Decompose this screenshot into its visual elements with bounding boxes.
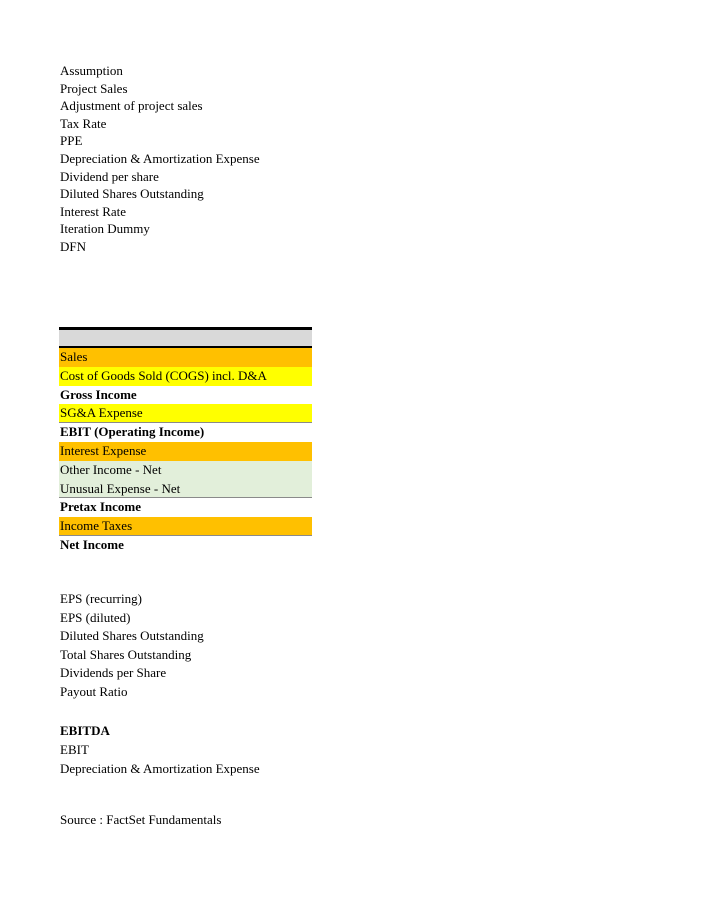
ebitda-item: Depreciation & Amortization Expense (60, 761, 260, 776)
table-header-band (59, 327, 312, 348)
ebitda-item: EBIT (60, 742, 89, 757)
assumption-item: DFN (60, 238, 87, 254)
source-note (60, 811, 221, 829)
row-unusual-expense[interactable]: Unusual Expense - Net (59, 480, 312, 499)
row-pretax-income[interactable]: Pretax Income (60, 499, 141, 515)
assumption-item: Interest Rate (60, 203, 127, 219)
income-statement-table (59, 327, 312, 555)
row-sales[interactable]: Sales (59, 348, 312, 367)
assumption-item: Depreciation & Amortization Expense (60, 150, 260, 166)
per-share-item: Payout Ratio (60, 683, 128, 699)
assumption-header: Assumption (60, 63, 123, 78)
assumption-item: Adjustment of project sales (60, 98, 203, 114)
row-cogs[interactable]: Cost of Goods Sold (COGS) incl. D&A (59, 367, 312, 386)
source-text: Source : FactSet Fundamentals (60, 812, 222, 827)
assumption-item: Dividend per share (60, 168, 159, 184)
per-share-item: Total Shares Outstanding (60, 646, 192, 662)
assumption-item: Diluted Shares Outstanding (60, 186, 204, 202)
assumption-item: PPE (60, 133, 83, 149)
row-gross-income[interactable]: Gross Income (60, 386, 137, 402)
per-share-item: EPS (diluted) (60, 609, 131, 625)
ebitda-title: EBITDA (60, 723, 110, 738)
per-share-item: Diluted Shares Outstanding (60, 628, 204, 644)
assumption-item: Iteration Dummy (60, 221, 150, 237)
ebitda-section (60, 721, 260, 778)
row-sga-expense[interactable]: SG&A Expense (59, 404, 312, 423)
assumption-item: Project Sales (60, 80, 128, 96)
row-interest-expense[interactable]: Interest Expense (59, 442, 312, 461)
row-income-taxes[interactable]: Income Taxes (59, 517, 312, 536)
row-net-income[interactable]: Net Income (60, 536, 124, 552)
assumptions-list (60, 62, 260, 256)
assumption-item: Tax Rate (60, 115, 107, 131)
row-other-income[interactable]: Other Income - Net (59, 461, 312, 480)
per-share-list (60, 590, 204, 702)
per-share-item: EPS (recurring) (60, 591, 142, 606)
per-share-item: Dividends per Share (60, 665, 167, 681)
row-ebit[interactable]: EBIT (Operating Income) (60, 424, 205, 440)
